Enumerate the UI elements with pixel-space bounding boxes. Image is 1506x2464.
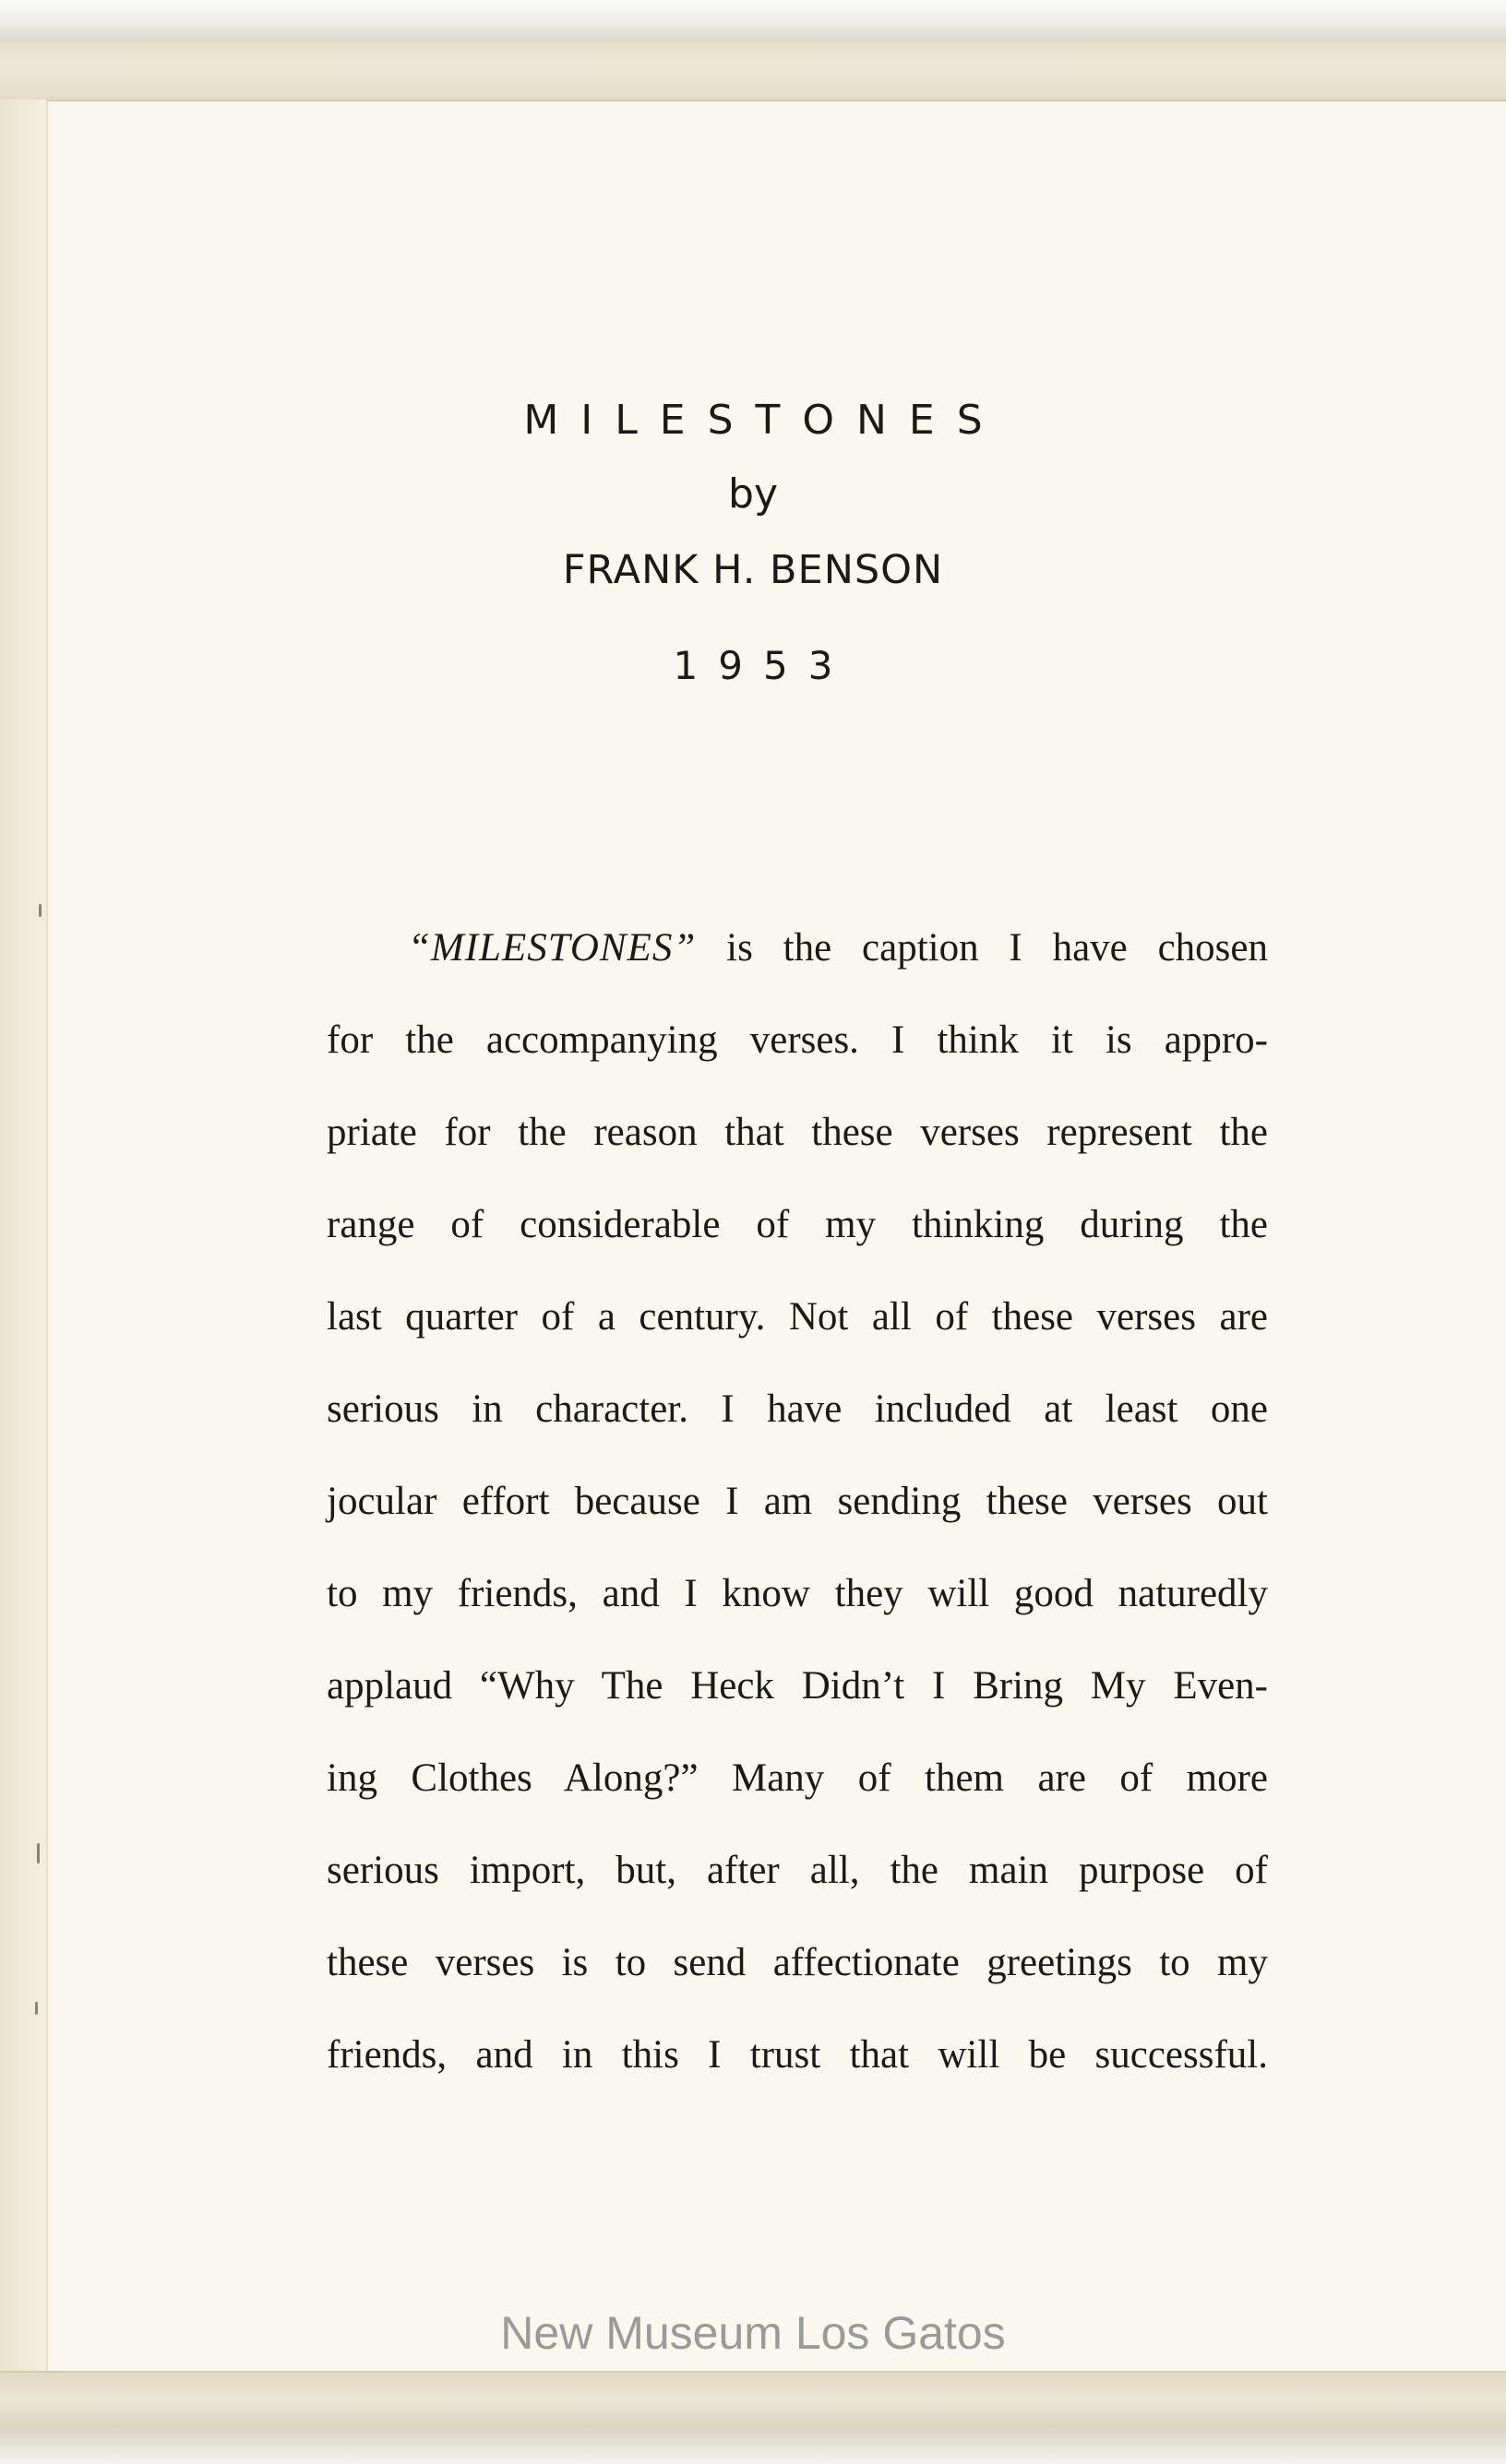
paragraph-line: jocular effort because I am sending these verses out xyxy=(327,1480,1268,1523)
paragraph-line: last quarter of a century. Not all of these verses are xyxy=(327,1295,1268,1339)
watermark: New Museum Los Gatos xyxy=(500,2307,1006,2359)
caption-quote: “MILESTONES” xyxy=(408,926,697,970)
intro-paragraph xyxy=(327,902,1268,2101)
paragraph-line: serious in character. I have included at least one xyxy=(327,1387,1268,1431)
publication-year: 1953 xyxy=(673,643,854,688)
paragraph-line xyxy=(327,902,1268,994)
paragraph-line: for the accompanying verses. I think it is appro- xyxy=(327,1018,1268,1062)
paragraph-line: serious import, but, after all, the main purpose of xyxy=(327,1849,1268,1892)
paragraph-line: applaud “Why The Heck Didn’t I Bring My Even- xyxy=(327,1664,1268,1708)
margin-mark xyxy=(39,904,42,917)
paragraph-line: range of considerable of my thinking during the xyxy=(327,1203,1268,1246)
scanner-top-strip xyxy=(0,0,1506,42)
byline-by: by xyxy=(728,470,778,518)
page-bottom-edge xyxy=(0,2371,1506,2428)
paragraph-line: to my friends, and I know they will good naturedly xyxy=(327,1572,1268,1615)
paragraph-line-text: is the caption I have chosen xyxy=(696,926,1268,970)
margin-mark xyxy=(37,1843,40,1863)
scanner-bottom-strip xyxy=(0,2426,1506,2464)
paragraph-line: priate for the reason that these verses represent the xyxy=(327,1111,1268,1154)
paragraph-line: these verses is to send affectionate greetings to my xyxy=(327,1941,1268,1984)
paragraph-line: ing Clothes Along?” Many of them are of more xyxy=(327,1756,1268,1800)
page-top-edge xyxy=(0,42,1506,101)
paragraph-line: friends, and in this I trust that will be successful. xyxy=(327,2033,1268,2077)
margin-mark xyxy=(35,2002,38,2015)
page-title: MILESTONES xyxy=(523,397,1005,444)
author-name: FRANK H. BENSON xyxy=(562,547,944,593)
